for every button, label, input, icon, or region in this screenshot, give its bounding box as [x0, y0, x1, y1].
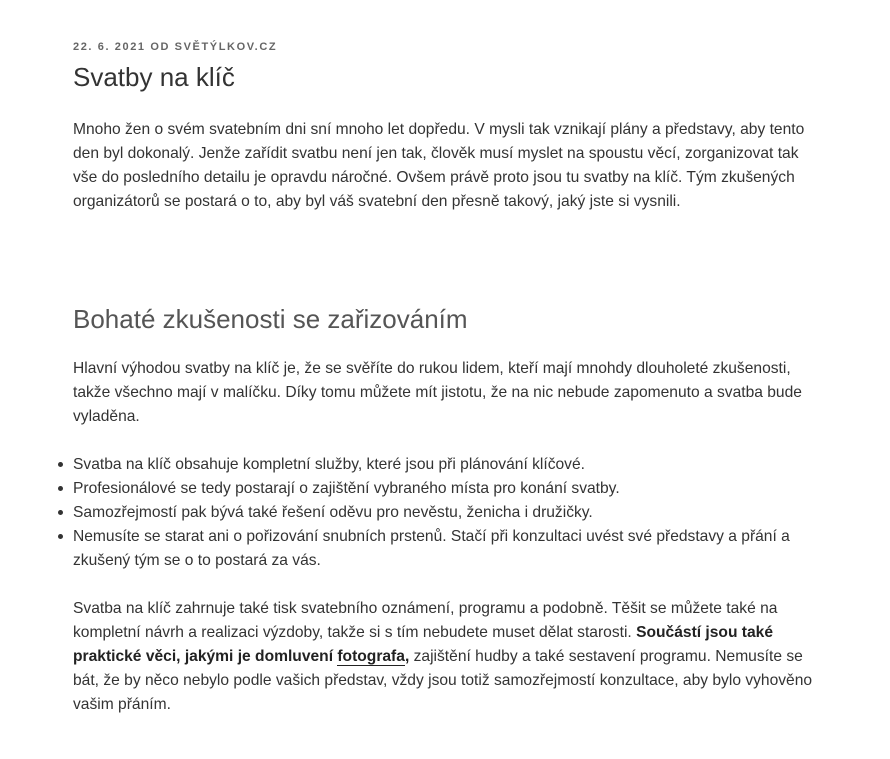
post-title: Svatby na klíč — [73, 62, 235, 92]
closing-text-start: Svatba na klíč zahrnuje také tisk svatebního oznámení, programu a podobně. Těšit se můžete také na kompletní návrh a realizaci výzdoby, takže si s tím nebudete muset dělat starosti. — [73, 600, 778, 641]
list-item: Profesionálové se tedy postarají o zajištění vybraného místa pro konání svatby. — [73, 477, 813, 501]
post-by-label: OD — [150, 41, 171, 53]
list-item: Nemusíte se starat ani o pořizování snubních prstenů. Stačí při konzultaci uvést své představy a přání a zkušený tým se o to postará za vás. — [73, 525, 813, 573]
section-heading: Bohaté zkušenosti se zařizováním — [73, 304, 468, 334]
closing-bold-text: Součástí jsou také praktické věci, jakými je domluvení fotografa, — [73, 624, 774, 665]
intro-paragraph: Mnoho žen o svém svatebním dni sní mnoho let dopředu. V mysli tak vznikají plány a představy, aby tento den byl dokonalý. Jenže zařídit svatbu není jen tak, člověk musí myslet na spoustu věcí, zorganizovat tak vše do posledního detailu je opravdu náročné. Ovšem právě proto jsou tu svatby na klíč. Tým zkušených organizátorů se postará o to, aby byl váš svatební den přesně takový, jaký jste si vysnili. — [73, 121, 805, 210]
photographer-link[interactable]: fotografa — [337, 648, 405, 665]
list-item: Svatba na klíč obsahuje kompletní služby, které jsou při plánování klíčové. — [73, 453, 813, 477]
post-author-link[interactable]: SVĚTÝLKOV.CZ — [174, 41, 278, 53]
closing-text-end: zajištění hudby a také sestavení programu. Nemusíte se bát, že by něco nebylo podle vašich představ, vždy jsou totiž samozřejmostí konzultace, aby bylo vyhověno vašim přáním. — [73, 648, 813, 713]
post-meta — [73, 41, 277, 53]
post-date-link[interactable]: 22. 6. 2021 — [73, 41, 146, 53]
benefits-list — [73, 453, 813, 573]
closing-paragraph — [73, 597, 813, 717]
list-item: Samozřejmostí pak bývá také řešení oděvu pro nevěstu, ženicha i družičky. — [73, 501, 813, 525]
section-paragraph: Hlavní výhodou svatby na klíč je, že se svěříte do rukou lidem, kteří mají mnohdy dlouholeté zkušenosti, takže všechno mají v malíčku. Díky tomu můžete mít jistotu, že na nic nebude zapomenuto a svatba bude vyladěna. — [73, 360, 802, 425]
